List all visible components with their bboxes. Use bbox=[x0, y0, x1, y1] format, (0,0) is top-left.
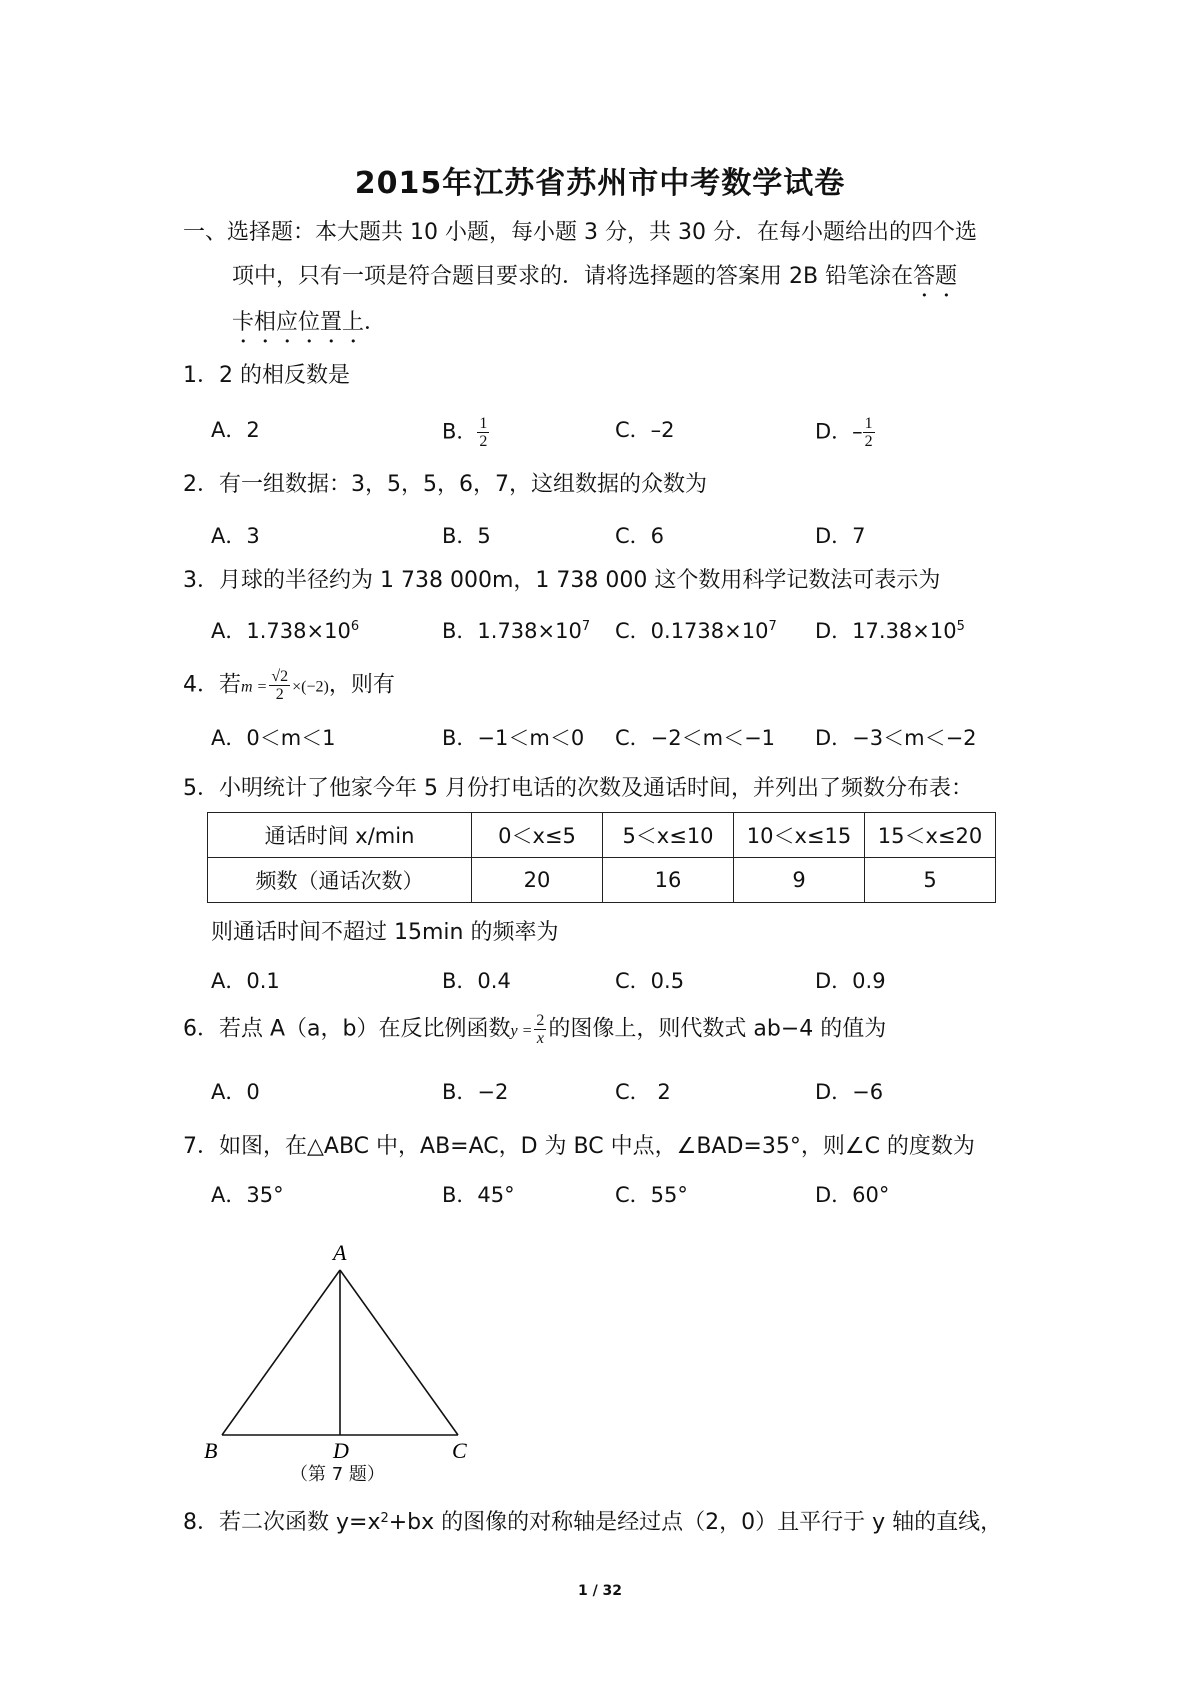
denominator: x bbox=[536, 1030, 544, 1047]
option-text: B．1.738×10 bbox=[442, 619, 582, 643]
question-8-stem bbox=[183, 1508, 1002, 1538]
section-instructions-line3 bbox=[232, 308, 386, 348]
emphasized-text: 卡相应位置上 bbox=[232, 310, 365, 335]
q1-option-c: C．–2 bbox=[615, 418, 675, 442]
q3-option-d bbox=[815, 616, 965, 646]
question-3-stem: 3．月球的半径约为 1 738 000m，1 738 000 这个数用科学记数法可表示为 bbox=[183, 568, 941, 593]
vertex-label-a: A bbox=[333, 1240, 347, 1265]
numerator: 1 bbox=[479, 415, 488, 432]
q3-option-a bbox=[211, 616, 359, 646]
option-text: A．1.738×10 bbox=[211, 619, 351, 643]
denominator: 2 bbox=[479, 433, 488, 450]
option-label: D．– bbox=[815, 419, 863, 444]
vertex-label-b: B bbox=[204, 1438, 218, 1460]
triangle-figure bbox=[190, 1230, 490, 1460]
q2-option-b: B．5 bbox=[442, 524, 491, 548]
fraction bbox=[534, 1012, 546, 1047]
fraction bbox=[477, 415, 489, 450]
table-header-cell: 15＜x≤20 bbox=[865, 813, 996, 858]
numerator: 1 bbox=[864, 415, 873, 432]
stem-text: 6．若点 A（a，b）在反比例函数 bbox=[183, 1016, 511, 1042]
question-5-follow: 则通话时间不超过 15min 的频率为 bbox=[211, 920, 559, 945]
q4-option-c: C．−2＜m＜−1 bbox=[615, 726, 776, 750]
vertex-label-c: C bbox=[452, 1438, 467, 1460]
exponent: 7 bbox=[768, 619, 777, 634]
numerator: √2 bbox=[271, 668, 289, 685]
q7-option-b: B．45° bbox=[442, 1183, 515, 1207]
formula-rest: ×(−2) bbox=[292, 678, 329, 696]
section-instructions-line1: 一、选择题：本大题共 10 小题，每小题 3 分，共 30 分．在每小题给出的四个选 bbox=[183, 220, 977, 245]
formula-lhs: m = bbox=[241, 678, 268, 696]
table-row bbox=[208, 813, 996, 858]
option-label: B． bbox=[442, 419, 478, 444]
q6-option-c: C． 2 bbox=[615, 1080, 671, 1104]
q5-option-a: A．0.1 bbox=[211, 969, 280, 993]
q5-option-b: B．0.4 bbox=[442, 969, 511, 993]
stem-text: 的图像上，则代数式 ab−4 的值为 bbox=[548, 1016, 887, 1042]
q1-option-a: A．2 bbox=[211, 418, 260, 442]
frequency-table bbox=[207, 812, 996, 903]
q4-option-b: B．−1＜m＜0 bbox=[442, 726, 585, 750]
page-title: 2015年江苏省苏州市中考数学试卷 bbox=[354, 166, 846, 201]
exponent: 2 bbox=[380, 1511, 389, 1526]
segment-ac bbox=[340, 1270, 458, 1435]
formula-lhs: y = bbox=[510, 1022, 533, 1040]
punctuation: ． bbox=[364, 310, 387, 335]
stem-text: 8．若二次函数 y=x bbox=[183, 1510, 381, 1535]
emphasized-text: 答题 bbox=[913, 264, 958, 289]
table-cell: 9 bbox=[734, 858, 865, 903]
denominator: 2 bbox=[275, 686, 284, 703]
table-header-cell: 通话时间 x/min bbox=[208, 813, 472, 858]
table-cell: 5 bbox=[865, 858, 996, 903]
table-header-cell: 5＜x≤10 bbox=[603, 813, 734, 858]
fraction bbox=[863, 415, 875, 450]
q5-option-d: D．0.9 bbox=[815, 969, 886, 993]
figure-caption: （第 7 题） bbox=[290, 1464, 385, 1485]
instructions-text: 项中，只有一项是符合题目要求的．请将选择题的答案用 2B 铅笔涂在 bbox=[232, 264, 914, 289]
question-7-stem: 7．如图，在△ABC 中，AB=AC，D 为 BC 中点，∠BAD=35°，则∠C 的度数为 bbox=[183, 1134, 975, 1159]
table-row bbox=[208, 858, 996, 903]
stem-text: 4．若 bbox=[183, 672, 241, 698]
question-2-stem: 2．有一组数据：3，5，5，6，7，这组数据的众数为 bbox=[183, 472, 707, 497]
question-4-stem bbox=[183, 668, 395, 703]
q1-option-d bbox=[815, 415, 875, 450]
table-header-cell: 10＜x≤15 bbox=[734, 813, 865, 858]
q4-option-d: D．−3＜m＜−2 bbox=[815, 726, 977, 750]
question-6-stem bbox=[183, 1012, 886, 1047]
q5-option-c: C．0.5 bbox=[615, 969, 685, 993]
exponent: 5 bbox=[956, 619, 965, 634]
q2-option-a: A．3 bbox=[211, 524, 260, 548]
exponent: 6 bbox=[350, 619, 360, 634]
segment-ab bbox=[222, 1270, 340, 1435]
option-text: C．0.1738×10 bbox=[615, 619, 769, 643]
numerator: 2 bbox=[536, 1012, 545, 1029]
q3-option-c bbox=[615, 616, 777, 646]
vertex-label-d: D bbox=[333, 1438, 349, 1460]
q2-option-d: D．7 bbox=[815, 524, 866, 548]
table-cell: 20 bbox=[472, 858, 603, 903]
q4-option-a: A．0＜m＜1 bbox=[211, 726, 336, 750]
option-text: D．17.38×10 bbox=[815, 619, 957, 643]
q6-option-a: A．0 bbox=[211, 1080, 260, 1104]
table-header-cell: 0＜x≤5 bbox=[472, 813, 603, 858]
q7-option-a: A．35° bbox=[211, 1183, 284, 1207]
q2-option-c: C．6 bbox=[615, 524, 665, 548]
q7-option-c: C．55° bbox=[615, 1183, 688, 1207]
q6-option-b: B．−2 bbox=[442, 1080, 509, 1104]
question-5-stem: 5．小明统计了他家今年 5 月份打电话的次数及通话时间，并列出了频数分布表： bbox=[183, 776, 973, 801]
table-cell: 16 bbox=[603, 858, 734, 903]
stem-text: +bx 的图像的对称轴是经过点（2，0）且平行于 y 轴的直线， bbox=[388, 1510, 1003, 1535]
q6-option-d: D．−6 bbox=[815, 1080, 884, 1104]
exponent: 7 bbox=[581, 619, 591, 634]
table-cell: 频数（通话次数） bbox=[208, 858, 472, 903]
question-1-stem: 1．2 的相反数是 bbox=[183, 363, 350, 388]
q3-option-b bbox=[442, 616, 590, 646]
fraction bbox=[269, 668, 290, 703]
q7-option-d: D．60° bbox=[815, 1183, 890, 1207]
denominator: 2 bbox=[864, 433, 873, 450]
stem-text: ，则有 bbox=[328, 672, 395, 698]
page-number: 1 / 32 bbox=[577, 1583, 623, 1599]
section-instructions-line2 bbox=[232, 262, 957, 302]
q1-option-b bbox=[442, 415, 489, 450]
